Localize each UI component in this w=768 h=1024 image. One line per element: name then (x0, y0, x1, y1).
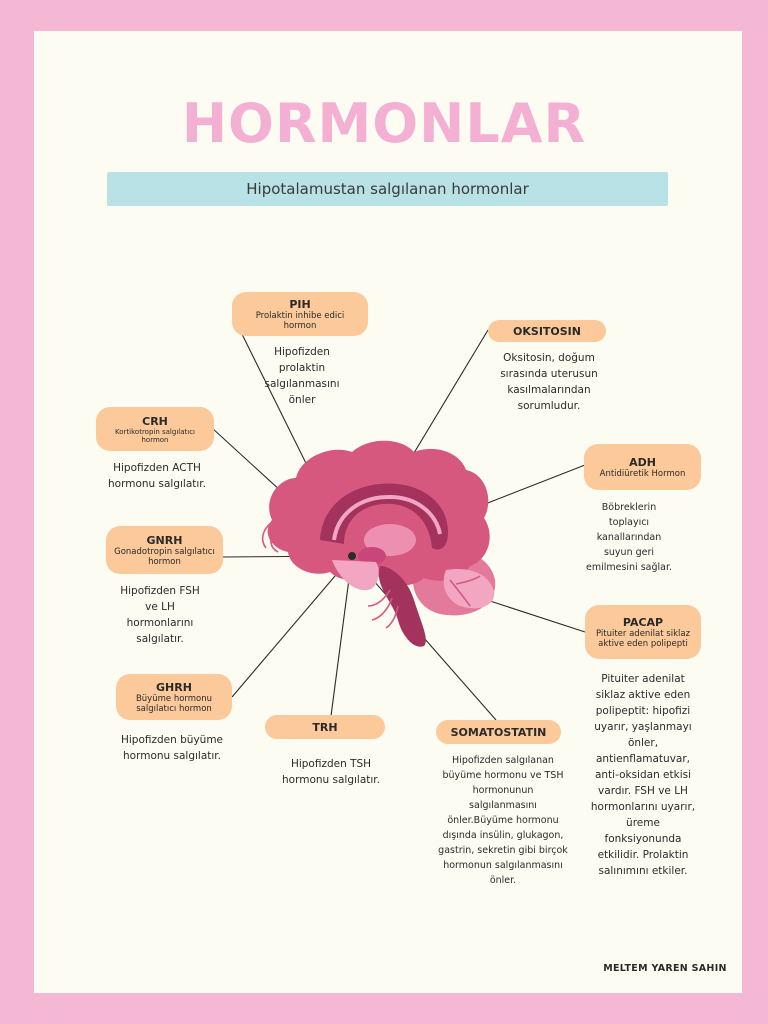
pacap-desc: Pituiter adenilat siklaz aktive eden polipeptit: hipofizi uyarır, yaşlanmayı önler, antienflamatuvar, anti-oksidan etkisi vardır. FSH ve LH hormonlarını uyarır, üreme fonksiyonunda etkilidir. Prolaktin salınımını etkiler. (590, 673, 696, 877)
brain-illustration (263, 441, 496, 647)
pill-adh (584, 444, 701, 490)
pacap-full: Pituiter adenilat siklaz aktive eden polipepti (595, 628, 691, 649)
ghrh-full: Büyüme hormonu salgılatıcı hormon (135, 693, 213, 714)
pacap-name: PACAP (622, 615, 664, 629)
gnrh-full: Gonadotropin salgılatıcı hormon (114, 546, 215, 567)
crh-full: Kortikotropin salgılatıcı hormon (115, 427, 195, 444)
pill-crh (96, 407, 214, 451)
adh-name: ADH (629, 455, 656, 469)
crh-desc: Hipofizden ACTH hormonu salgılatır. (108, 462, 206, 490)
page-title: HORMONLAR (181, 92, 587, 155)
pill-oksitosin (488, 320, 606, 342)
oksitosin-desc: Oksitosin, doğum sırasında uterusun kasılmalarından sorumludur. (500, 352, 598, 412)
pill-pih (232, 292, 368, 336)
somatostatin-name: SOMATOSTATIN (450, 725, 547, 739)
pill-pacap (585, 605, 701, 659)
page-subtitle: Hipotalamustan salgılanan hormonlar (246, 180, 529, 198)
oksitosin-name: OKSITOSIN (513, 324, 581, 338)
gnrh-desc: Hipofizden FSH ve LH hormonlarını salgılatır. (120, 585, 200, 645)
hub-point (348, 552, 356, 560)
gnrh-name: GNRH (146, 533, 183, 547)
pih-name: PIH (289, 297, 311, 311)
line-ghrh (232, 556, 352, 697)
pill-ghrh (116, 674, 232, 720)
ghrh-name: GHRH (156, 680, 192, 694)
pill-somatostatin (436, 720, 561, 744)
pih-desc: Hipofizden prolaktin salgılanmasını önler (264, 346, 340, 406)
adh-full: Antidiüretik Hormon (599, 468, 686, 479)
crh-name: CRH (142, 414, 168, 428)
trh-name: TRH (312, 720, 338, 734)
pill-gnrh (106, 526, 223, 574)
pill-trh (265, 715, 385, 739)
author-credit: MELTEM YAREN SAHIN (603, 963, 727, 974)
pih-full: Prolaktin inhibe edici hormon (255, 310, 345, 331)
ghrh-desc: Hipofizden büyüme hormonu salgılatır. (120, 734, 224, 762)
somatostatin-desc: Hipofizden salgılanan büyüme hormonu ve TSH hormonunun salgılanmasını önler.Büyüme hormonu dışında insülin, glukagon, gastrin, sekretin gibi birçok hormonun salgılanmasını önler. (438, 755, 568, 886)
adh-desc: Böbreklerin toplayıcı kanallarından suyun geri emilmesini sağlar. (585, 502, 673, 573)
trh-desc: Hipofizden TSH hormonu salgılatır. (282, 758, 380, 786)
